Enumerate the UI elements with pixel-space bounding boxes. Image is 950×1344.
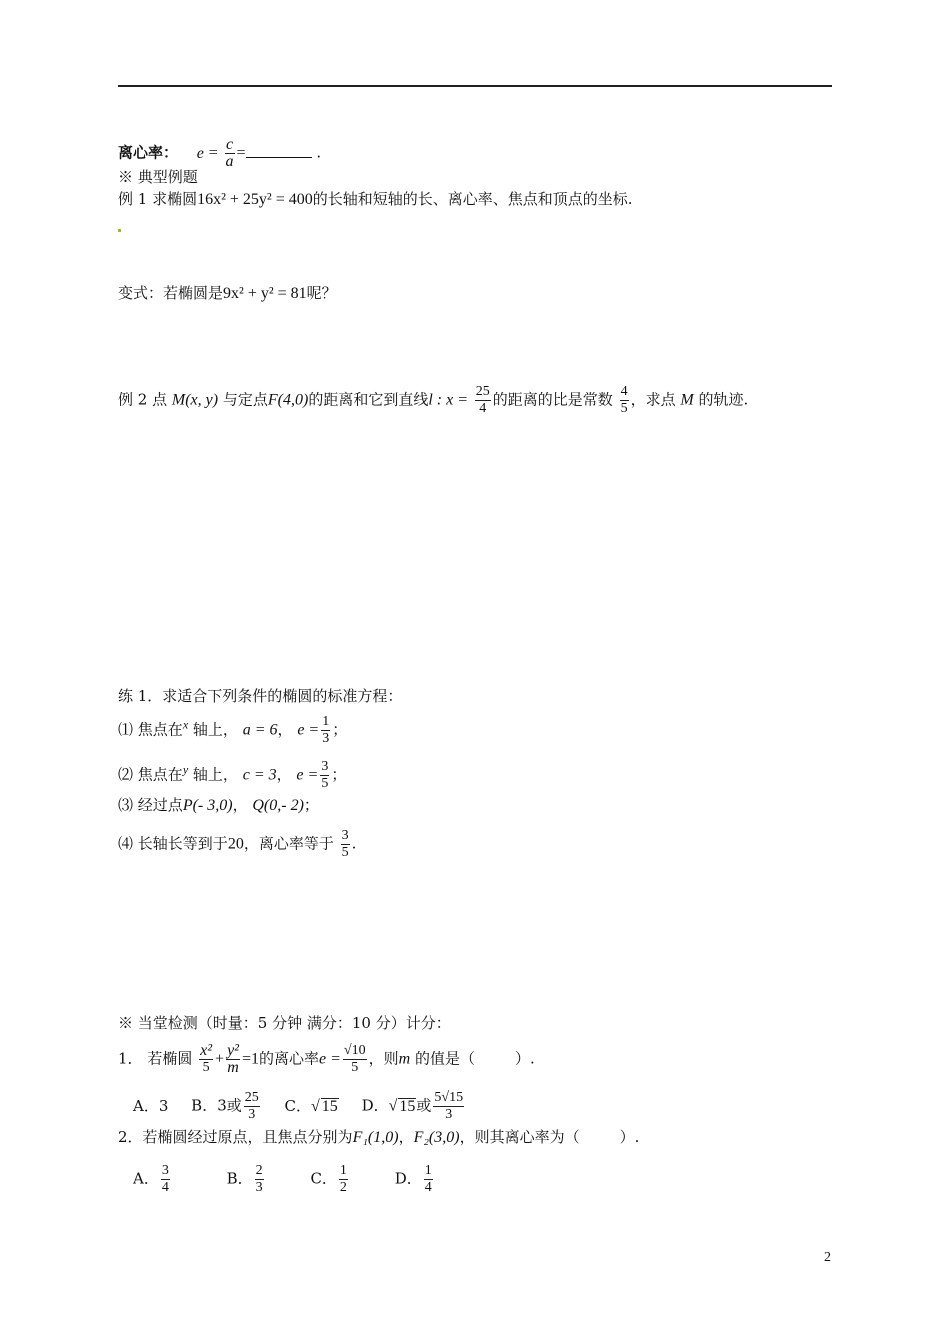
variant-line — [118, 283, 337, 304]
choice-a[interactable]: A．3 — [133, 1096, 169, 1115]
choice-d[interactable]: D． $\frac{1}{4}$ — [394, 1163, 432, 1195]
question-text: 的值是（ — [414, 1049, 475, 1068]
frac-3-4: $\frac{3}{4}$ — [161, 1163, 169, 1195]
item-number: ⑷ — [118, 834, 134, 853]
item-value: 20 — [227, 835, 244, 853]
question-text: ，则 — [368, 1049, 399, 1068]
frac-c-a: $\frac{c}{a}$ — [225, 136, 234, 170]
item-text: 焦点在 — [137, 720, 183, 739]
question-text: ）. — [514, 1049, 535, 1068]
item-text: 轴上， — [192, 720, 238, 739]
example-1-label: 例 1 — [118, 190, 148, 208]
practice-heading: 练 1．求适合下列条件的椭圆的标准方程： — [118, 687, 403, 705]
sqrt-15: 15 — [321, 1097, 338, 1115]
frac-2-3: $\frac{2}{3}$ — [255, 1163, 263, 1195]
frac-1-4: $\frac{1}{4}$ — [424, 1163, 432, 1195]
item-number: ⑴ — [118, 720, 134, 739]
practice-item-4 — [118, 828, 356, 861]
variant-post: 呢？ — [306, 284, 337, 302]
choice-b[interactable]: B．3或 $\frac{25}{3}$ — [191, 1090, 259, 1122]
typical-heading: ※ 典型例题 — [118, 168, 198, 186]
ecc-tail: . — [316, 143, 322, 162]
item-text: ，离心率等于 — [243, 834, 334, 853]
example-1-post: 的长轴和短轴的长、离心率、焦点和顶点的坐标. — [312, 190, 633, 208]
choice-d[interactable]: D．√ 15或 $\frac{5√15}{3}$ — [361, 1090, 464, 1122]
item-var: y — [182, 762, 189, 777]
line-l: l : x = — [428, 391, 468, 409]
question-text: ，则其离心率为（ — [459, 1128, 580, 1146]
question-2-choices — [133, 1163, 453, 1196]
question-1-choices — [133, 1090, 484, 1123]
question-text: 若椭圆经过原点，且焦点分别为 — [142, 1128, 353, 1146]
practice-item-1 — [118, 714, 347, 747]
example-2-text: 的轨迹. — [698, 390, 749, 409]
check-heading: ※ 当堂检测（时量：5 分钟 满分：10 分）计分： — [118, 1014, 451, 1032]
ecc-label: 离心率： — [118, 143, 179, 162]
item-text: 经过点 — [137, 796, 183, 814]
question-1 — [118, 1043, 535, 1076]
choice-c[interactable]: C．√ 15 — [284, 1096, 338, 1115]
item-tail: ； — [331, 765, 347, 784]
question-2 — [118, 1127, 639, 1148]
item-number: ⑵ — [118, 765, 134, 784]
frac-3-5: $\frac{3}{5}$ — [341, 828, 349, 860]
item-var: x — [182, 717, 189, 732]
example-1 — [118, 189, 633, 210]
page-number: 2 — [824, 1250, 831, 1265]
header-rule — [118, 85, 832, 87]
item-condition: c = 3 — [242, 766, 277, 784]
example-2-text: ，求点 — [630, 390, 676, 409]
item-sep: ， — [232, 796, 248, 814]
equals-one: =1 — [241, 1050, 259, 1068]
question-number: 1． — [118, 1049, 143, 1068]
question-text: 的离心率 — [259, 1049, 320, 1068]
point-m: M — [680, 391, 694, 409]
plus-sign: + — [215, 1050, 225, 1068]
marker-dot — [118, 229, 121, 232]
frac-x2-5: $\frac{\text{x²}}{5}$ — [200, 1042, 213, 1075]
example-2-label: 例 2 — [118, 390, 148, 409]
frac-1-2: $\frac{1}{2}$ — [339, 1163, 347, 1195]
example-2-text: 点 — [152, 390, 168, 409]
example-2-text: 与定点 — [222, 390, 268, 409]
focus-f2: F₂(3,0) — [413, 1129, 460, 1146]
question-text: ）. — [619, 1128, 640, 1146]
point-f: F(4,0) — [267, 391, 309, 409]
item-condition: e = — [297, 721, 320, 739]
example-2-text: 的距离和它到直线 — [308, 390, 429, 409]
item-text: 轴上， — [192, 765, 238, 784]
item-condition: e = — [296, 766, 319, 784]
frac-1-3: $\frac{1}{3}$ — [322, 714, 330, 746]
frac-y2-m: $\frac{\text{y²}}{m}$ — [227, 1042, 239, 1076]
frac-25-3: $\frac{25}{3}$ — [244, 1090, 259, 1122]
item-tail: ； — [303, 796, 319, 814]
frac-5sqrt15-3: $\frac{5√15}{3}$ — [434, 1090, 464, 1122]
question-text: 若椭圆 — [147, 1049, 193, 1068]
choice-b[interactable]: B． $\frac{2}{3}$ — [226, 1163, 263, 1195]
choice-c[interactable]: C． $\frac{1}{2}$ — [310, 1163, 347, 1195]
example-2-text: 的距离的比是常数 — [492, 390, 613, 409]
point-m: M(x, y) — [171, 391, 219, 409]
answer-blank — [246, 143, 312, 158]
choice-a[interactable]: A． $\frac{3}{4}$ — [133, 1163, 169, 1195]
item-number: ⑶ — [118, 796, 134, 814]
var-m: m — [398, 1050, 411, 1068]
item-text: 焦点在 — [137, 765, 183, 784]
question-number: 2． — [118, 1128, 143, 1146]
frac-25-4: $\frac{25}{4}$ — [475, 384, 490, 416]
item-sep: ， — [276, 765, 292, 784]
example-1-pre: 求椭圆 — [152, 190, 198, 208]
practice-item-2 — [118, 759, 346, 792]
point-p: P(- 3,0) — [182, 797, 233, 814]
variant-pre: 变式：若椭圆是 — [118, 284, 224, 302]
example-1-equation: 16x² + 25y² = 400 — [197, 191, 313, 208]
item-tail: ； — [332, 720, 348, 739]
item-sep: ， — [398, 1128, 414, 1146]
frac-sqrt10-5: $\frac{√10}{5}$ — [343, 1043, 366, 1075]
variant-equation: 9x² + y² = 81 — [223, 285, 307, 302]
frac-4-5: $\frac{4}{5}$ — [620, 384, 628, 416]
ecc-line: 离心率： e = $\frac{c}{a}$ = . — [118, 136, 322, 170]
sqrt-15: 15 — [399, 1097, 416, 1115]
item-sep: ， — [277, 720, 293, 739]
example-2 — [118, 384, 748, 417]
ecc-symbol: e = — [319, 1050, 341, 1068]
frac-3-5: $\frac{3}{5}$ — [321, 759, 329, 791]
item-condition: a = 6 — [242, 721, 278, 739]
point-q: Q(0,- 2) — [252, 797, 304, 814]
item-tail: . — [351, 834, 357, 853]
focus-f1: F₁(1,0) — [352, 1129, 399, 1146]
item-text: 长轴长等到于 — [137, 834, 228, 853]
practice-item-3 — [118, 795, 319, 816]
